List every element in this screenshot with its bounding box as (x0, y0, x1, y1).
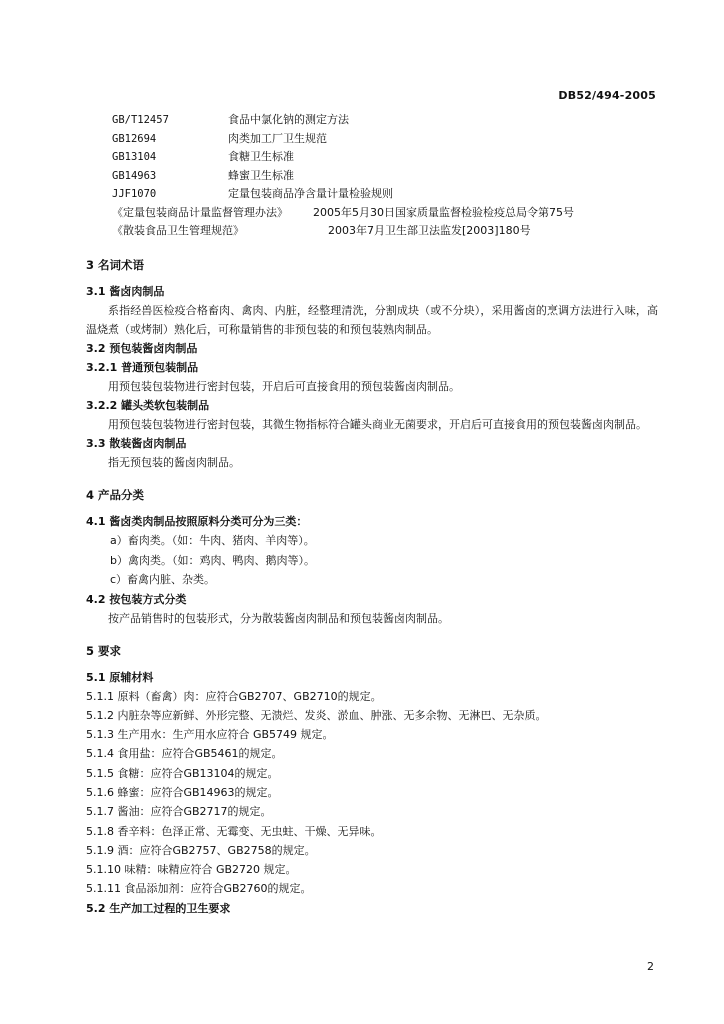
paragraph-3-3: 指无预包装的酱卤肉制品。 (108, 456, 240, 469)
section-heading-3-3: 3.3 散装酱卤肉制品 (86, 437, 187, 450)
section-heading-3-1: 3.1 酱卤肉制品 (86, 285, 165, 298)
reference-row (112, 130, 672, 149)
reference-row (112, 111, 672, 130)
reference-title: 食糖卫生标准 (228, 150, 294, 163)
reference-code: GB14963 (112, 169, 157, 182)
reference-title: 定量包装商品净含量计量检验规则 (228, 187, 393, 200)
requirement-item: 5.1.6 蜂蜜：应符合GB14963的规定。 (86, 785, 279, 799)
document-body (86, 255, 658, 918)
section-heading-3: 3 名词术语 (86, 258, 145, 272)
list-item: c）畜禽内脏、杂类。 (110, 573, 216, 586)
paragraph-3-2-2: 用预包装包装物进行密封包装，其微生物指标符合罐头商业无菌要求，开启后可直接食用的预包装酱卤肉制品。 (108, 418, 647, 431)
section-heading-3-2-2: 3.2.2 罐头类软包装制品 (86, 399, 210, 412)
reference-code: GB/T12457 (112, 114, 169, 126)
paragraph-3-2-1: 用预包装包装物进行密封包装，开启后可直接食用的预包装酱卤肉制品。 (108, 380, 460, 393)
requirement-item: 5.1.5 食糖：应符合GB13104的规定。 (86, 766, 279, 780)
regulation-row (112, 204, 672, 223)
section-heading-4-1: 4.1 酱卤类肉制品按照原料分类可分为三类： (86, 515, 308, 528)
reference-title: 食品中氯化钠的测定方法 (228, 113, 349, 126)
reference-code: GB13104 (112, 151, 157, 163)
normative-references (112, 111, 672, 241)
requirement-item: 5.1.2 内脏杂等应新鲜、外形完整、无溃烂、发炎、淤血、肿涨、无多余物、无淋巴、无杂质。 (86, 708, 547, 722)
requirement-item: 5.1.10 味精：味精应符合 GB2720 规定。 (86, 863, 297, 877)
regulation-row (112, 222, 672, 241)
section-heading-5: 5 要求 (86, 643, 122, 658)
list-item: b）禽肉类。（如：鸡肉、鸭肉、鹅肉等）。 (110, 553, 315, 567)
section-heading-4-2: 4.2 按包装方式分类 (86, 592, 187, 606)
regulation-title: 《散装食品卫生管理规范》 (112, 224, 244, 237)
reference-row (112, 167, 672, 186)
paragraph-3-1: 系指经兽医检疫合格畜肉、禽肉、内脏，经整理清洗，分割成块（或不分块），采用酱卤的烹调方法进行入味，高温烧煮（或烤制）熟化后，可称量销售的非预包装的和预包装熟肉制品。 (86, 304, 658, 336)
regulation-issue: 2005年5月30日国家质量监督检验检疫总局令第75号 (313, 205, 574, 219)
reference-row (112, 185, 672, 204)
reference-title: 肉类加工厂卫生规范 (228, 131, 327, 145)
section-heading-3-2-1: 3.2.1 普通预包装制品 (86, 361, 199, 374)
reference-title: 蜂蜜卫生标准 (228, 168, 294, 182)
reference-code: JJF1070 (112, 188, 157, 200)
requirement-item: 5.1.11 食品添加剂：应符合GB2760的规定。 (86, 882, 312, 896)
list-item: a）畜肉类。（如：牛肉、猪肉、羊肉等）。 (110, 534, 315, 547)
section-heading-4: 4 产品分类 (86, 488, 145, 502)
page-number: 2 (647, 960, 654, 973)
requirement-item: 5.1.3 生产用水：生产用水应符合 GB5749 规定。 (86, 728, 334, 742)
regulation-title: 《定量包装商品计量监督管理办法》 (112, 205, 288, 219)
requirement-item: 5.1.8 香辛料：色泽正常、无霉变、无虫蛀、干燥、无异味。 (86, 824, 382, 838)
section-heading-3-2: 3.2 预包装酱卤肉制品 (86, 342, 198, 355)
document-code: DB52/494-2005 (558, 89, 656, 102)
requirement-item: 5.1.1 原料（畜禽）肉：应符合GB2707、GB2710的规定。 (86, 689, 382, 703)
reference-row (112, 148, 672, 167)
reference-code: GB12694 (112, 132, 157, 145)
section-heading-5-2: 5.2 生产加工过程的卫生要求 (86, 901, 231, 915)
requirement-item: 5.1.9 酒：应符合GB2757、GB2758的规定。 (86, 843, 316, 857)
requirement-item: 5.1.7 酱油：应符合GB2717的规定。 (86, 805, 272, 819)
section-heading-5-1: 5.1 原辅材料 (86, 670, 154, 684)
requirement-item: 5.1.4 食用盐：应符合GB5461的规定。 (86, 747, 283, 761)
paragraph-4-2: 按产品销售时的包装形式，分为散装酱卤肉制品和预包装酱卤肉制品。 (108, 611, 449, 625)
regulation-issue: 2003年7月卫生部卫法监发[2003]180号 (328, 224, 531, 237)
